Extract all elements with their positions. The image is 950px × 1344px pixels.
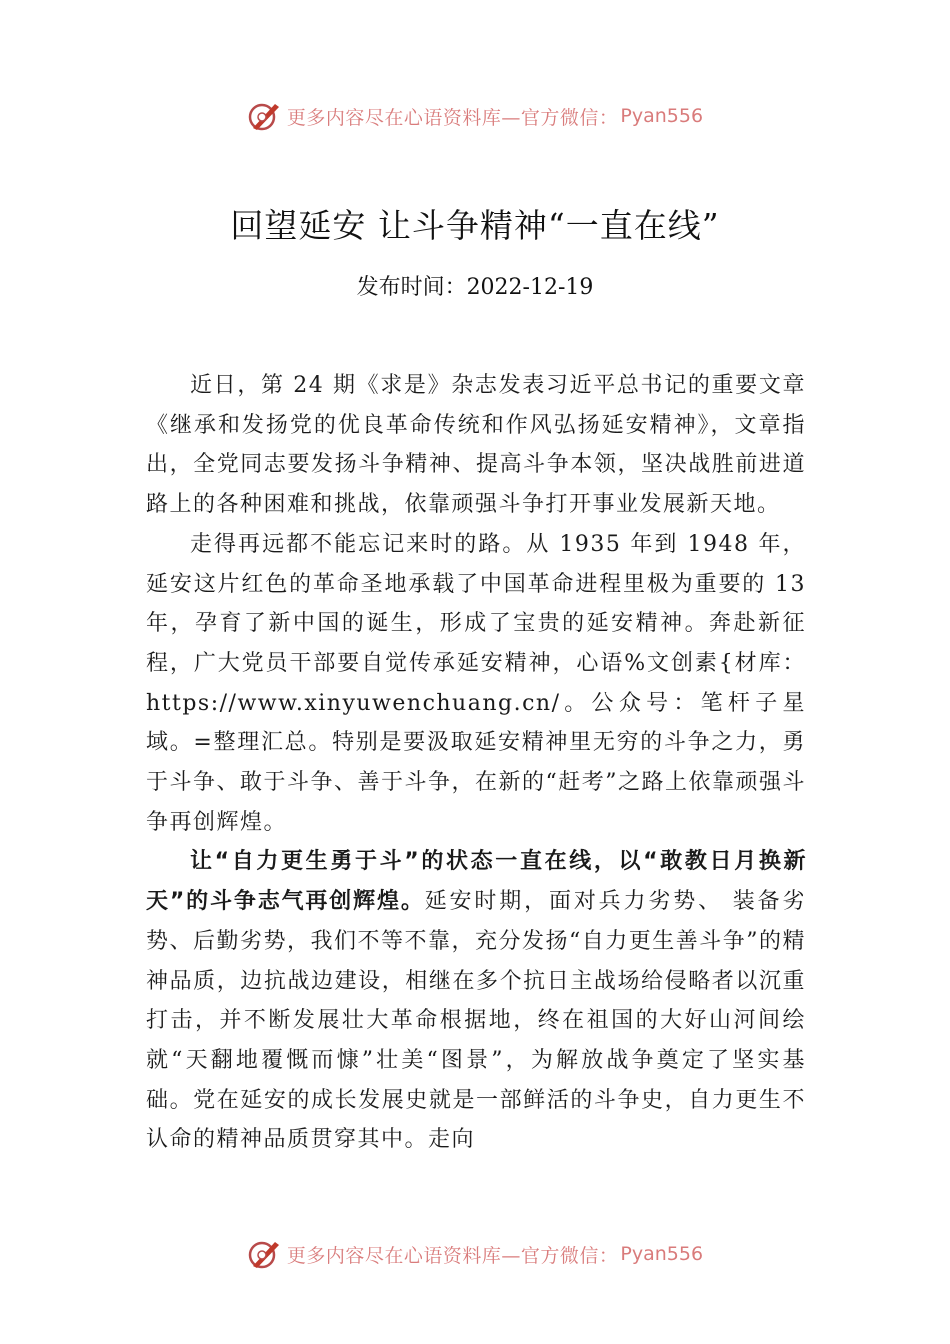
watermark-wechat-id: Pyan556 bbox=[620, 105, 704, 127]
watermark-wechat-id: Pyan556 bbox=[620, 1243, 704, 1265]
paragraph-2: 走得再远都不能忘记来时的路。从 1935 年到 1948 年， 延安这片红色的革命圣地承载了中国革命进程里极为重要的 13 年，孕育了新中国的诞生，形成了宝贵的延安精神。奔赴新征程，广大党员干部要自觉传承延安精神，心语%文创素{材库：https://www.xinyuwenchuang.cn/。公众号：笔杆子星域。=整理汇总。特别是要汲取延安精神里无穷的斗争之力，勇于斗争、敢于斗争、善于斗争，在新的“赶考”之路上依靠顽强斗争再创辉煌。 bbox=[146, 531, 806, 835]
watermark-text: 更多内容尽在心语资料库—官方微信： bbox=[286, 106, 619, 129]
publish-date: 发布时间：2022-12-19 bbox=[356, 275, 594, 300]
watermark-text: 更多内容尽在心语资料库—官方微信： bbox=[286, 1244, 619, 1267]
paragraph-3-text: 延安时期，面对兵力劣势、 装备劣势、后勤劣势，我们不等不靠，充分发扬“自力更生善斗争”的精神品质，边抗战边建设，相继在多个抗日主战场给侵略者以沉重打击，并不断发展壮大革命根据地，终在祖国的大好山河间绘就“天翻地覆慨而慷”壮美“图景”，为解放战争奠定了坚实基础。党在延安的成长发展史就是一部鲜活的斗争史，自力更生不认命的精神品质贯穿其中。走向 bbox=[146, 889, 806, 1153]
pen-logo-icon bbox=[247, 98, 283, 134]
article-body bbox=[146, 366, 806, 1160]
pen-logo-icon bbox=[247, 1236, 283, 1272]
paragraph-1: 近日，第 24 期《求是》杂志发表习近平总书记的重要文章《继承和发扬党的优良革命传统和作风弘扬延安精神》，文章指出，全党同志要发扬斗争精神、提高斗争本领，坚决战胜前进道路上的各种困难和挑战，依靠顽强斗争打开事业发展新天地。 bbox=[146, 373, 806, 518]
paragraph-3 bbox=[146, 842, 806, 1160]
article-title: 回望延安 让斗争精神“一直在线” bbox=[230, 206, 720, 245]
footer-watermark bbox=[0, 1232, 950, 1276]
header-watermark bbox=[0, 94, 950, 138]
paragraph-3-lead: 让“自力更生勇于斗”的状态一直在线，以“敢教日月换新天”的斗争志气再创辉煌。 bbox=[146, 849, 806, 915]
